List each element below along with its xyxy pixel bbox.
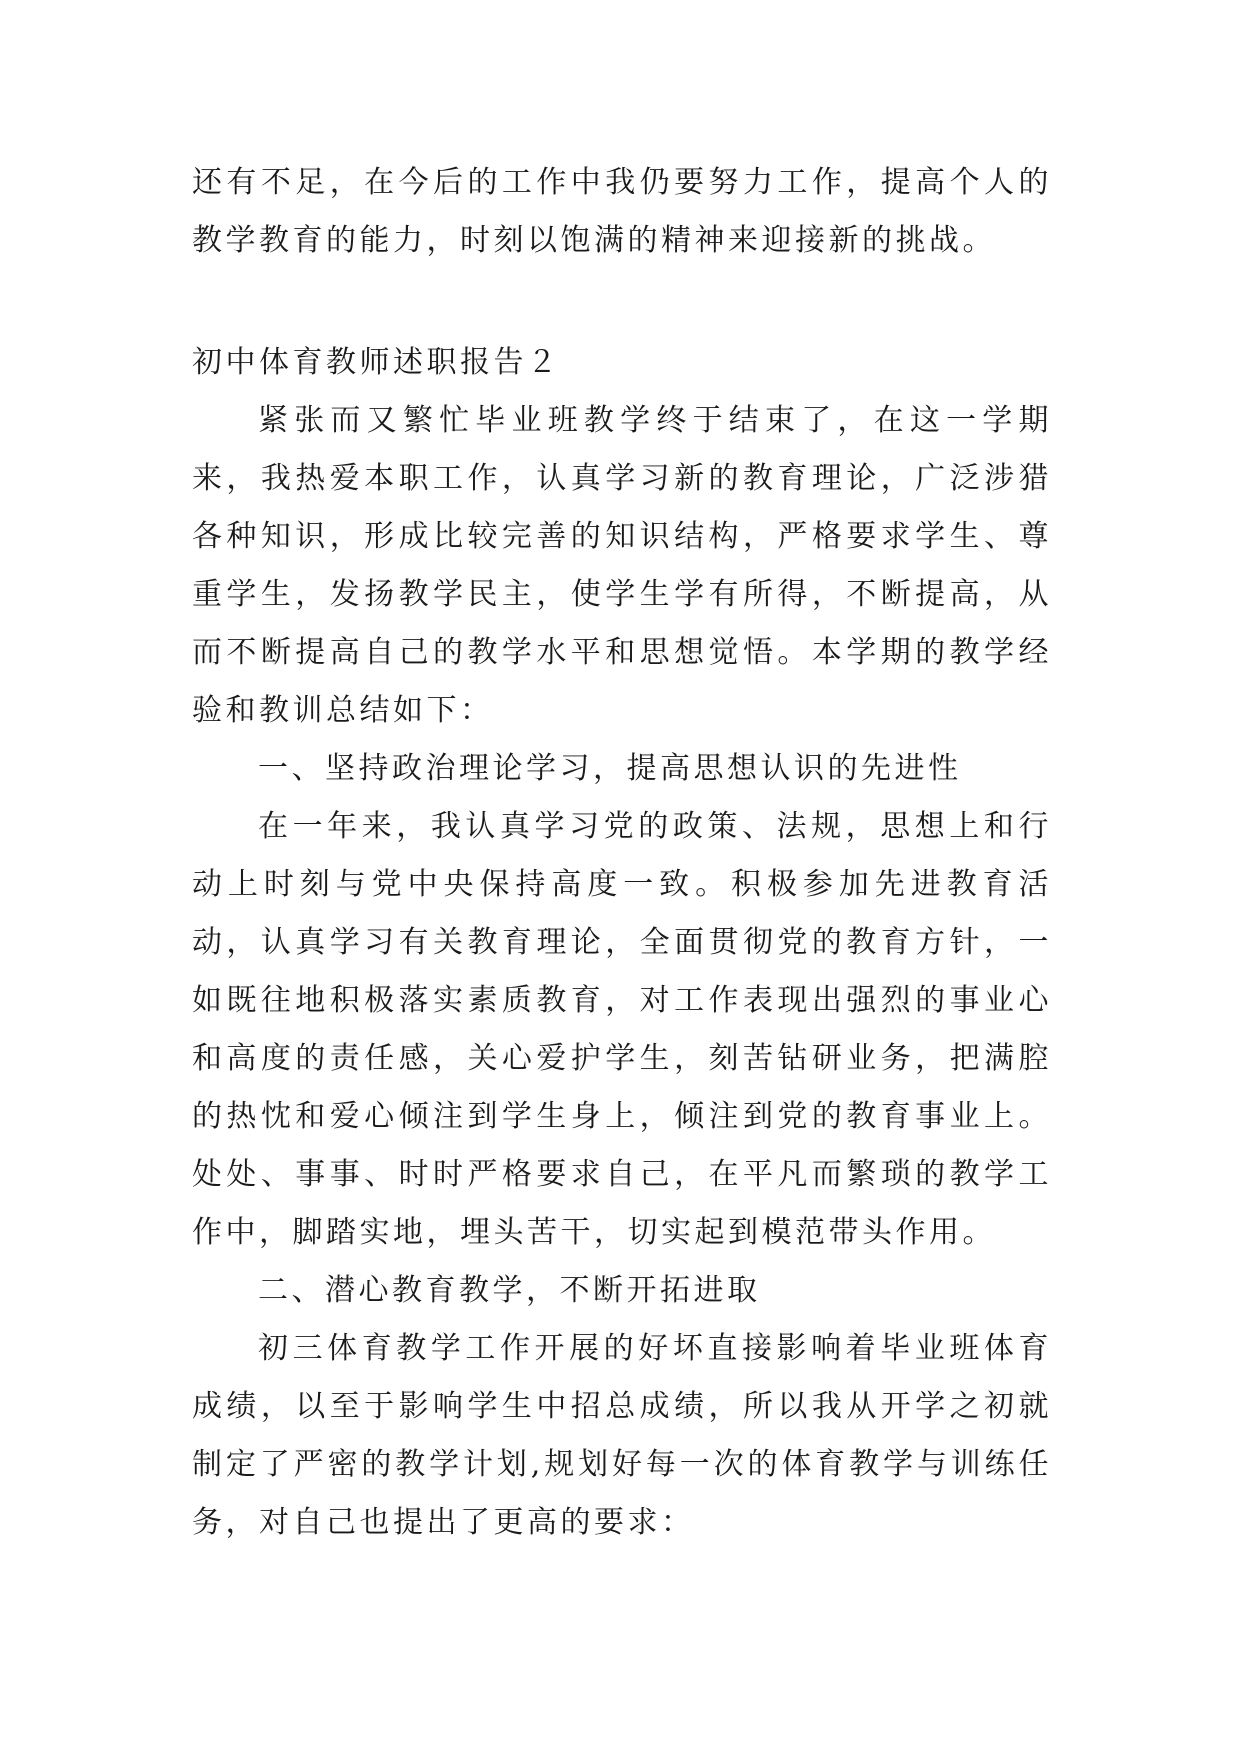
intro-section	[192, 154, 1052, 270]
report-paragraph-intro: 紧张而又繁忙毕业班教学终于结束了，在这一学期来，我热爱本职工作，认真学习新的教育理论，广泛涉猎各种知识，形成比较完善的知识结构，严格要求学生、尊重学生，发扬教学民主，使学生学有所得，不断提高，从而不断提高自己的教学水平和思想觉悟。本学期的教学经验和教训总结如下：	[192, 403, 1052, 728]
report-section	[192, 334, 1052, 1552]
section-2-paragraph: 初三体育教学工作开展的好坏直接影响着毕业班体育成绩，以至于影响学生中招总成绩，所以我从开学之初就制定了严密的教学计划,规划好每一次的体育教学与训练任务，对自己也提出了更高的要求：	[192, 1331, 1052, 1540]
section-heading-2: 二、潜心教育教学，不断开拓进取	[258, 1273, 761, 1308]
report-title: 初中体育教师述职报告２	[192, 345, 561, 380]
section-heading-1: 一、坚持政治理论学习，提高思想认识的先进性	[258, 751, 962, 786]
section-1-paragraph: 在一年来，我认真学习党的政策、法规，思想上和行动上时刻与党中央保持高度一致。积极参加先进教育活动，认真学习有关教育理论，全面贯彻党的教育方针，一如既往地积极落实素质教育，对工作表现出强烈的事业心和高度的责任感，关心爱护学生，刻苦钻研业务，把满腔的热忱和爱心倾注到学生身上，倾注到党的教育事业上。处处、事事、时时严格要求自己，在平凡而繁琐的教学工作中，脚踏实地，埋头苦干，切实起到模范带头作用。	[192, 809, 1052, 1250]
intro-paragraph: 还有不足，在今后的工作中我仍要努力工作，提高个人的教学教育的能力，时刻以饱满的精神来迎接新的挑战。	[192, 165, 1052, 258]
